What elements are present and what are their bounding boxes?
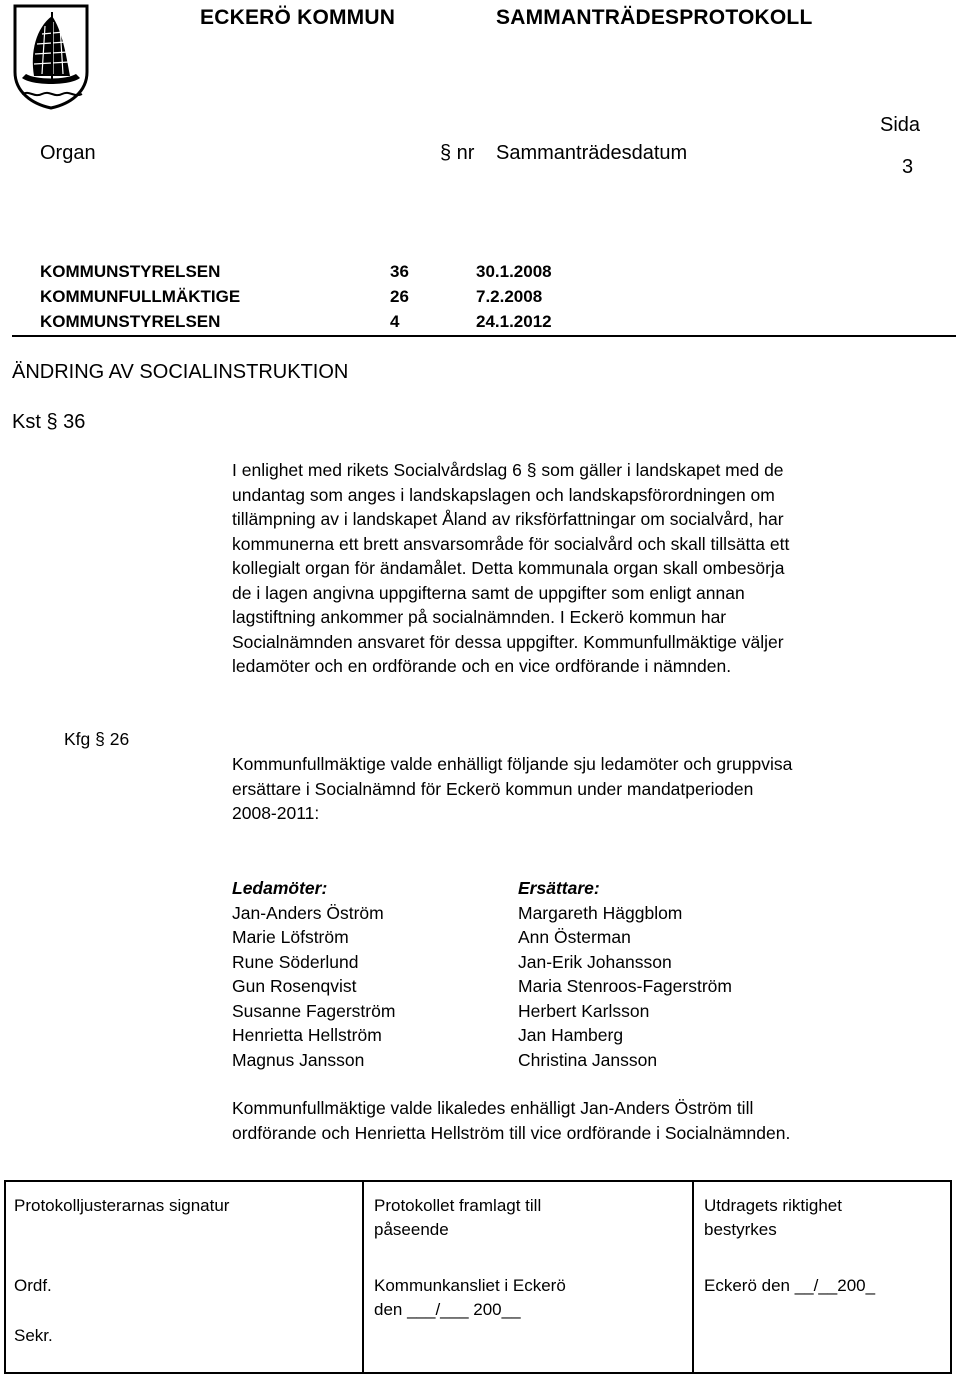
kst-section-label: Kst § 36 — [12, 411, 86, 433]
signature-box-divider — [362, 1180, 364, 1374]
member-name: Jan-Anders Öström — [232, 902, 384, 923]
reference-organ: KOMMUNFULLMÄKTIGE — [40, 287, 241, 306]
certified-place-date: Eckerö den __/__200_ — [704, 1276, 876, 1295]
kfg-section-label: Kfg § 26 — [64, 729, 130, 749]
member-name: Rune Söderlund — [232, 951, 359, 972]
closing-paragraph — [232, 1096, 790, 1145]
certified-title-line: Utdragets riktighet — [704, 1196, 842, 1215]
substitute-name: Ann Österman — [518, 927, 631, 947]
text-line: ersättare i Socialnämnd för Eckerö kommun under mandatperioden — [232, 778, 754, 799]
text-line: undantag som anges i landskapslagen och landskapsförordningen om — [232, 484, 775, 505]
members-list — [232, 876, 395, 1072]
paragraph-number-label: § nr — [440, 142, 475, 164]
page-number: 3 — [902, 156, 914, 178]
organ-label: Organ — [40, 142, 96, 164]
text-line: I enlighet med rikets Socialvårdslag 6 § som gäller i landskapet med de — [232, 460, 784, 480]
header-divider — [12, 335, 956, 337]
signature-column-posted — [374, 1194, 541, 1242]
substitute-name: Maria Stenroos-Fagerström — [518, 976, 732, 996]
certified-title-line: bestyrkes — [704, 1220, 777, 1239]
reference-organ: KOMMUNSTYRELSEN — [40, 312, 221, 331]
chairman-signature-label: Ordf. — [14, 1276, 52, 1295]
text-line: Kommunfullmäktige valde enhälligt följande sju ledamöter och gruppvisa — [232, 754, 793, 774]
member-name: Marie Löfström — [232, 927, 349, 947]
signature-column-justifiers — [14, 1194, 229, 1218]
text-line: ledamöter och en ordförande och en vice ordförande i nämnden. — [232, 656, 732, 676]
substitutes-heading: Ersättare: — [518, 878, 600, 898]
reference-number: 4 — [390, 312, 400, 331]
member-name: Henrietta Hellström — [232, 1025, 382, 1045]
substitutes-list — [518, 876, 732, 1072]
reference-date: 7.2.2008 — [476, 287, 543, 306]
substitute-name: Jan-Erik Johansson — [518, 951, 672, 972]
posted-date-line: den ___/___ 200__ — [374, 1300, 521, 1319]
text-line: de i lagen angivna uppgifterna samt de uppgifter som enligt annan — [232, 582, 745, 603]
page-label: Sida — [880, 114, 921, 136]
text-line: kollegialt organ för ändamålet. Detta kommunala organ skall ombesörja — [232, 558, 785, 578]
substitute-name: Herbert Karlsson — [518, 1000, 650, 1021]
text-line: Kommunfullmäktige valde likaledes enhälligt Jan-Anders Öström till — [232, 1098, 754, 1118]
document-type: SAMMANTRÄDESPROTOKOLL — [496, 6, 813, 29]
kst-paragraph — [232, 458, 789, 679]
member-name: Gun Rosenqvist — [232, 976, 357, 996]
posted-title-line: Protokollet framlagt till — [374, 1196, 542, 1215]
text-line: ordförande och Henrietta Hellström till vice ordförande i Socialnämnden. — [232, 1122, 791, 1143]
signature-box-divider — [692, 1180, 694, 1374]
posted-location — [374, 1274, 566, 1322]
text-line: tillämpning av i landskapet Åland av riksförfattningar om socialvård, har — [232, 509, 784, 529]
text-line: 2008-2011: — [232, 803, 320, 823]
substitute-name: Jan Hamberg — [518, 1025, 624, 1045]
member-name: Susanne Fagerström — [232, 1000, 396, 1021]
posted-title-line: påseende — [374, 1220, 449, 1239]
text-line: lagstiftning ankommer på socialnämnden. I Eckerö kommun har — [232, 607, 727, 627]
reference-date: 24.1.2012 — [476, 312, 552, 331]
member-name: Magnus Jansson — [232, 1049, 365, 1070]
members-heading: Ledamöter: — [232, 878, 328, 898]
text-line: Socialnämnden ansvaret för dessa uppgifter. Kommunfullmäktige väljer — [232, 631, 784, 652]
text-line: kommunerna ett brett ansvarsområde för socialvård och skall tillsätta ett — [232, 533, 790, 554]
secretary-signature-label: Sekr. — [14, 1326, 53, 1345]
reference-organ: KOMMUNSTYRELSEN — [40, 262, 221, 281]
municipality-logo — [12, 4, 90, 110]
municipality-name: ECKERÖ KOMMUN — [200, 6, 396, 29]
meeting-date-label: Sammanträdesdatum — [496, 142, 688, 164]
reference-number: 26 — [390, 287, 409, 306]
reference-date: 30.1.2008 — [476, 262, 552, 281]
substitute-name: Christina Jansson — [518, 1049, 658, 1070]
posted-location-line: Kommunkansliet i Eckerö — [374, 1276, 566, 1295]
signature-column-certified — [704, 1194, 842, 1242]
document-title: ÄNDRING AV SOCIALINSTRUKTION — [12, 361, 349, 383]
reference-number: 36 — [390, 262, 409, 281]
kfg-paragraph — [232, 752, 792, 826]
justifiers-title: Protokolljusterarnas signatur — [14, 1196, 230, 1215]
substitute-name: Margareth Häggblom — [518, 902, 683, 923]
